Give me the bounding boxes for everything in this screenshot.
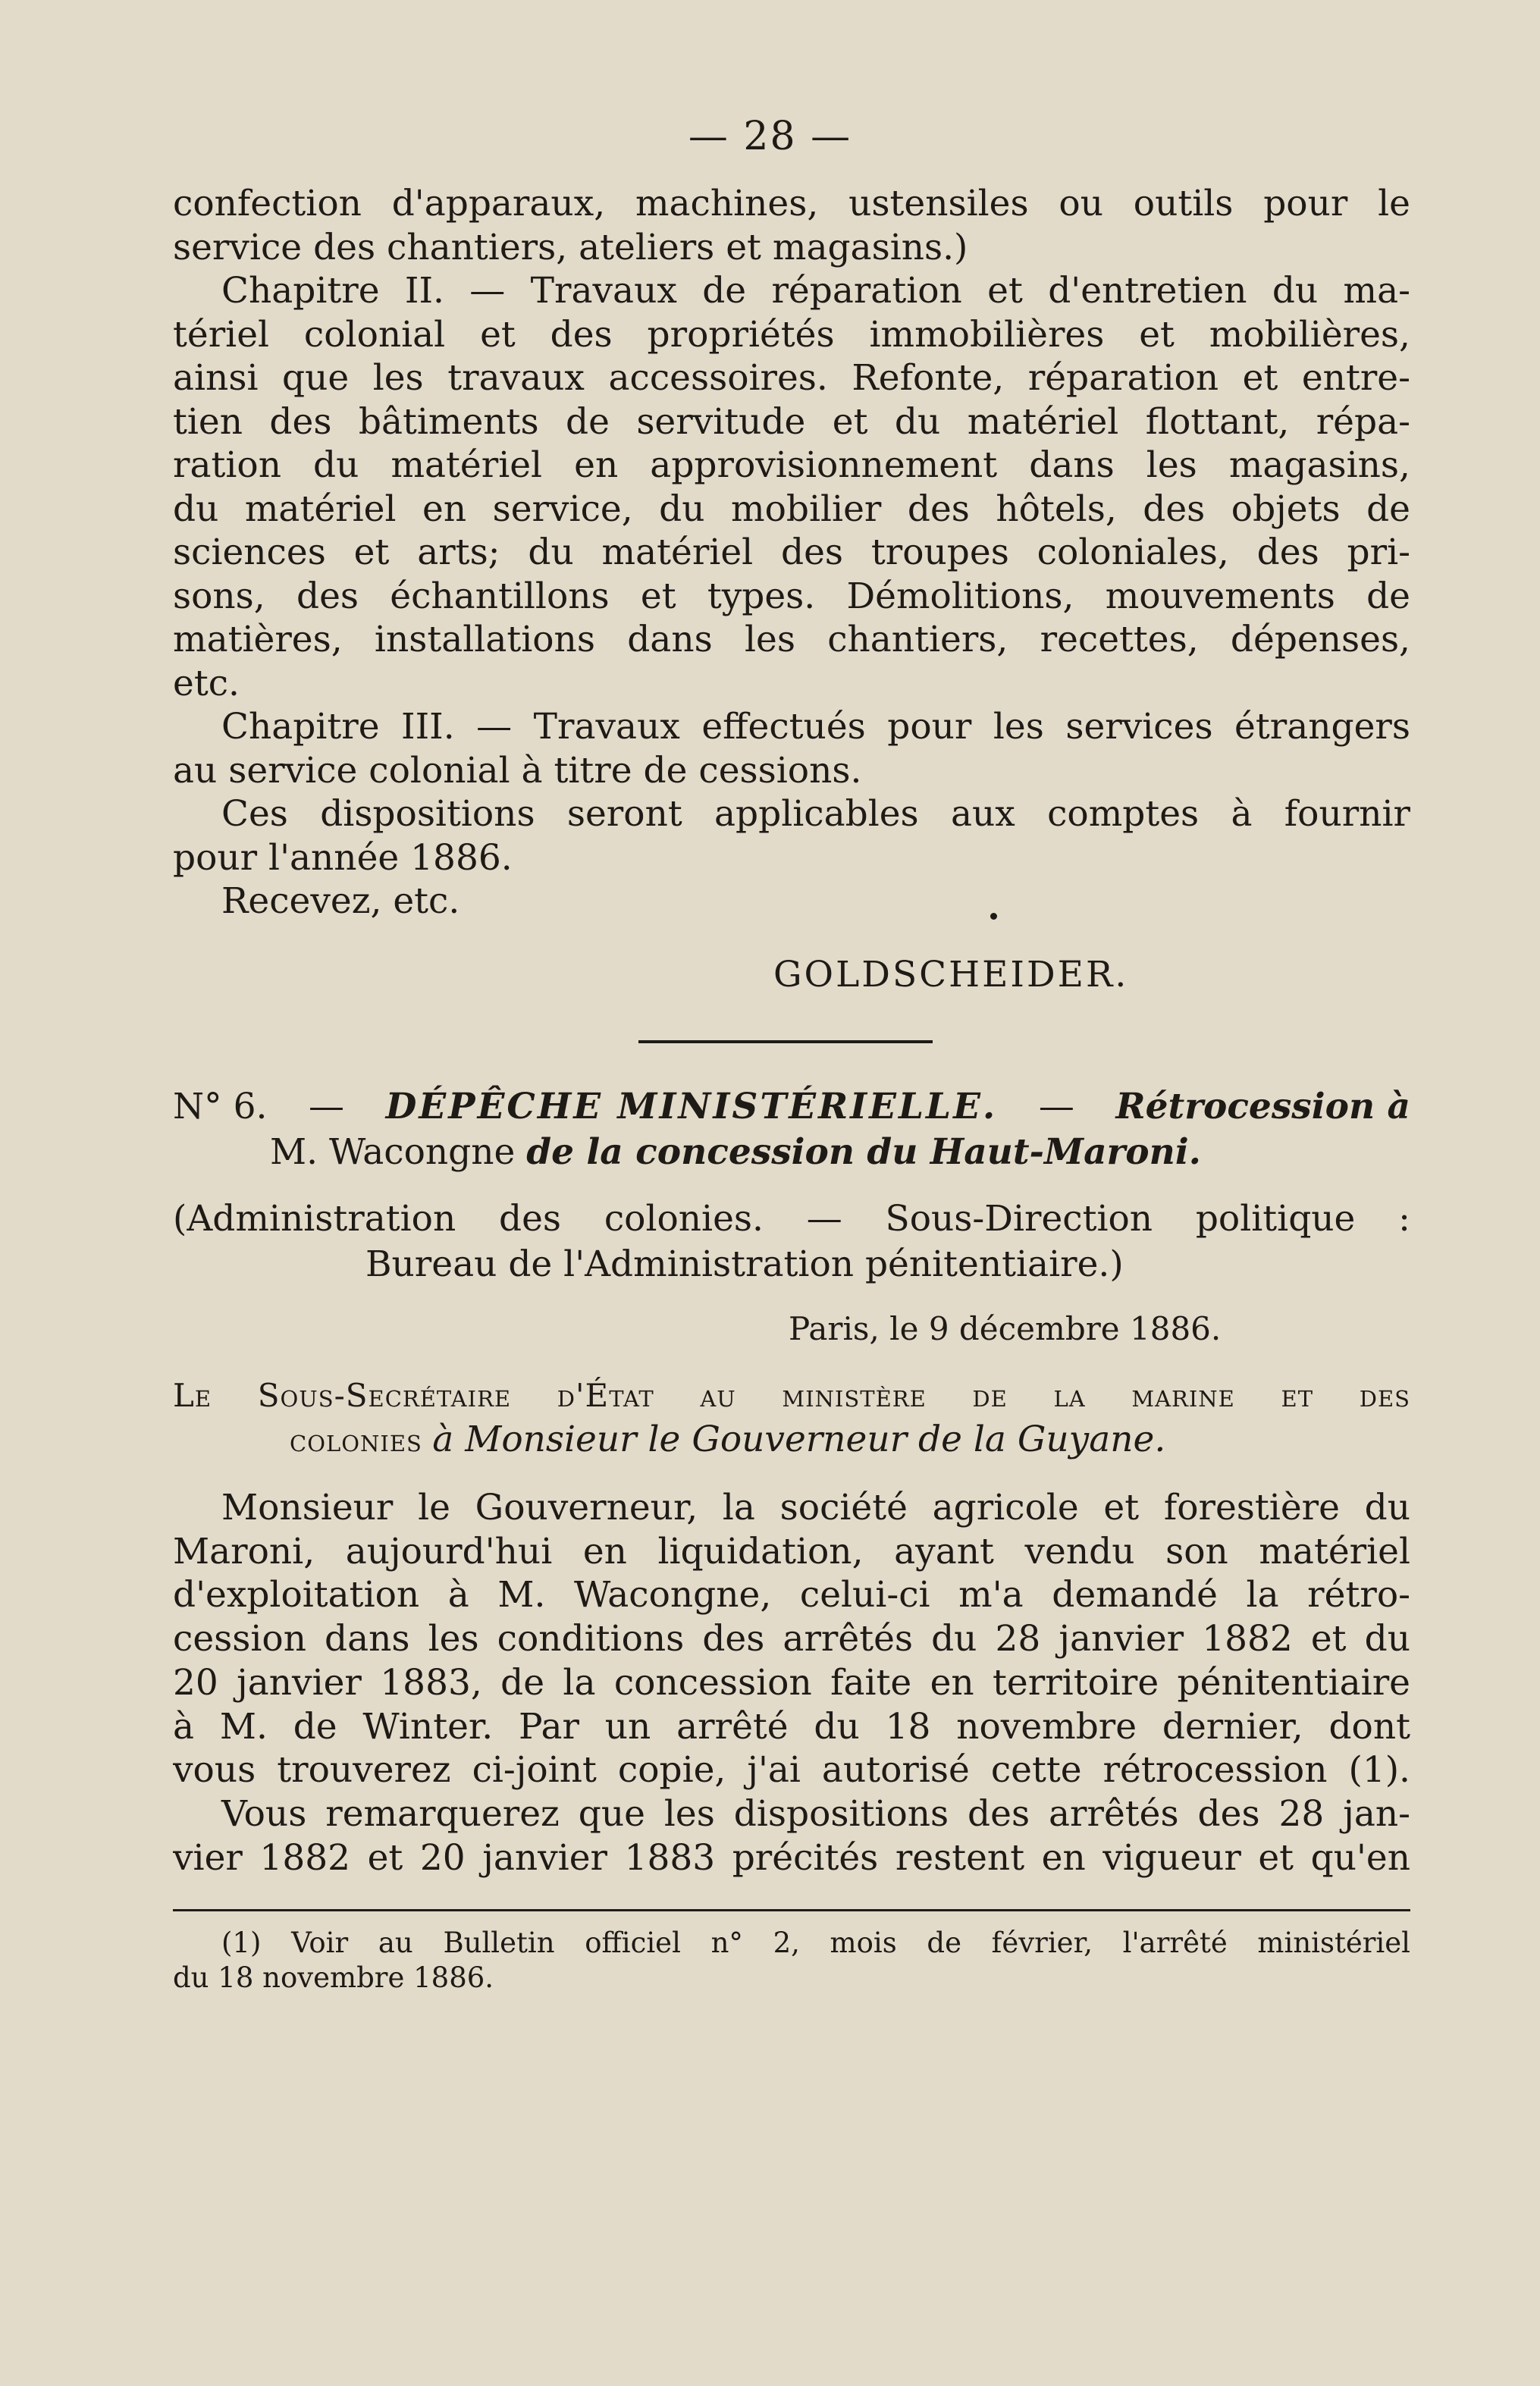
addressee-recipient: à Monsieur le Gouverneur de la Guyane. [432,1419,1166,1460]
text-line: tériel colonial et des propriétés immobilières et mobilières, [173,313,1410,356]
footnote [173,1926,1410,1996]
dash: — [1038,1086,1074,1127]
text-line: Recevez, etc. [221,880,460,922]
text-line: 20 janvier 1883, de la concession faite en territoire pénitentiaire [173,1661,1410,1704]
text-line: du matériel en service, du mobilier des hôtels, des objets de [173,488,1410,530]
footnote-divider [173,1909,1410,1911]
text-line: ration du matériel en approvisionnement dans les magasins, [173,444,1410,486]
dispatch-title: DÉPÊCHE MINISTÉRIELLE. [385,1086,998,1127]
text-line: cession dans les conditions des arrêtés du 28 janvier 1882 et du [173,1618,1410,1660]
text-line: service des chantiers, ateliers et magasins.) [173,226,968,268]
administration-line: Bureau de l'Administration pénitentiaire.) [365,1243,1124,1285]
text-line: d'exploitation à M. Wacongne, celui-ci m'a demandé la rétro- [173,1574,1410,1616]
text-line: matières, installations dans les chantiers, recettes, dépenses, [173,619,1410,660]
addressee [173,1374,1410,1463]
dispatch-m: M. [270,1131,318,1173]
text-line: confection d'apparaux, machines, ustensiles ou outils pour le [173,183,1410,224]
text-line: vous trouverez ci-joint copie, j'ai autorisé cette rétrocession (1). [173,1749,1410,1792]
text-line: Chapitre II. — Travaux de réparation et d'entretien du ma- [221,270,1410,312]
intro-text [173,182,1410,923]
dateline: Paris, le 9 décembre 1886. [789,1310,1222,1347]
addressee-colonies: colonies [290,1422,422,1459]
dash: — [309,1086,345,1127]
administration-line: (Administration des colonies. — Sous-Direction politique : [173,1198,1410,1240]
text-line: à M. de Winter. Par un arrêté du 18 novembre dernier, dont [173,1705,1410,1748]
text-line: tien des bâtiments de servitude et du matériel flottant, répa- [173,400,1410,443]
text-line: ainsi que les travaux accessoires. Refonte, réparation et entre- [173,357,1410,399]
ink-dot [990,913,997,920]
text-line: Maroni, aujourd'hui en liquidation, ayant vendu son matériel [173,1530,1410,1572]
text-line: Monsieur le Gouverneur, la société agricole et forestière du [221,1487,1410,1528]
dispatch-name: Wacongne [329,1131,516,1173]
footnote-line: du 18 novembre 1886. [173,1961,494,1994]
administration [173,1196,1410,1287]
letter-body [173,1486,1410,1880]
section-divider [638,1040,933,1043]
text-line: Chapitre III. — Travaux effectués pour les services étrangers [221,706,1410,748]
dispatch-subject-rest: de la concession du Haut-Maroni. [526,1131,1202,1173]
text-line: Vous remarquerez que les dispositions des arrêtés des 28 jan- [221,1792,1410,1835]
text-line: pour l'année 1886. [173,836,513,879]
page-number: — 28 — [688,114,852,159]
text-line: etc. [173,662,240,704]
addressee-line: Le Sous-Secrétaire d'État au ministère de la marine et des [173,1377,1410,1414]
text-line: sons, des échantillons et types. Démolitions, mouvements de [173,575,1410,617]
text-line: Ces dispositions seront applicables aux comptes à fournir [221,793,1410,835]
text-line: vier 1882 et 20 janvier 1883 précités restent en vigueur et qu'en [173,1836,1410,1879]
dispatch-subject: Rétrocession à [1115,1086,1410,1127]
dispatch-number: N° 6. [173,1086,268,1127]
footnote-line: (1) Voir au Bulletin officiel n° 2, mois de février, l'arrêté ministériel [221,1927,1410,1959]
dispatch-heading [173,1084,1410,1175]
text-line: sciences et arts; du matériel des troupes coloniales, des pri- [173,531,1410,573]
signature: GOLDSCHEIDER. [773,954,1129,995]
text-line: au service colonial à titre de cessions. [173,749,862,792]
